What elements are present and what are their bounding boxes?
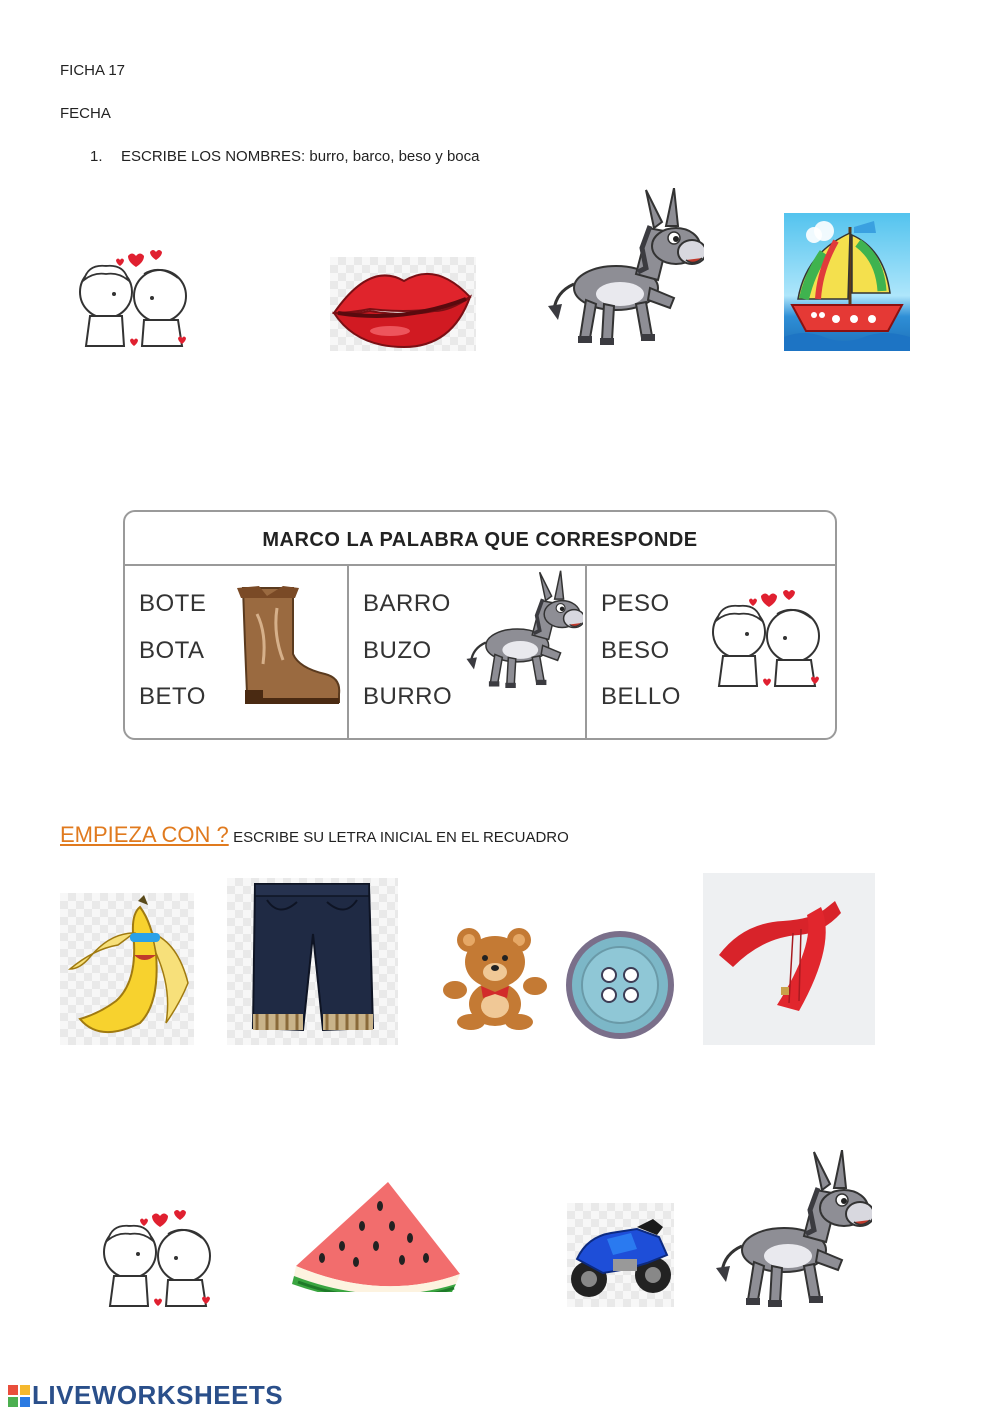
ficha-label: FICHA 17	[60, 62, 126, 79]
section-title: EMPIEZA CON ?	[60, 822, 229, 847]
table-column-boot	[125, 564, 349, 740]
table-column-donkey	[349, 564, 587, 740]
banana-icon	[60, 893, 194, 1045]
motorcycle-icon	[567, 1203, 674, 1307]
fecha-label: FECHA	[60, 105, 111, 122]
lips-icon	[330, 257, 476, 351]
word-option[interactable]: BUZO	[363, 637, 432, 664]
word-option[interactable]: BETO	[139, 683, 206, 710]
donkey-icon	[546, 188, 704, 352]
boot-icon	[233, 584, 343, 708]
button-icon	[563, 925, 678, 1047]
instruction-text: ESCRIBE LOS NOMBRES: burro, barco, beso y boca	[121, 148, 480, 165]
pants-icon	[227, 878, 398, 1045]
word-option[interactable]: BELLO	[601, 683, 681, 710]
sailboat-icon	[784, 213, 910, 351]
word-option[interactable]: BURRO	[363, 683, 453, 710]
liveworksheets-logo	[8, 1380, 283, 1411]
word-option[interactable]: BESO	[601, 637, 670, 664]
word-option[interactable]: BARRO	[363, 590, 451, 617]
word-option[interactable]: BOTA	[139, 637, 205, 664]
teddy-bear-icon	[441, 926, 549, 1030]
table-title: MARCO LA PALABRA QUE CORRESPONDE	[125, 512, 835, 566]
watermelon-icon	[292, 1176, 464, 1292]
word-choice-table	[123, 510, 837, 740]
kissing-kids-icon	[66, 250, 192, 352]
section-heading	[60, 822, 569, 848]
scarf-icon	[703, 873, 875, 1045]
donkey-icon	[714, 1150, 872, 1314]
word-option[interactable]: BOTE	[139, 590, 207, 617]
kissing-kids-icon	[699, 590, 825, 692]
donkey-icon	[465, 570, 583, 694]
section-instruction: ESCRIBE SU LETRA INICIAL EN EL RECUADRO	[233, 829, 569, 846]
logo-text: LIVEWORKSHEETS	[32, 1380, 284, 1410]
table-column-kids	[587, 564, 835, 740]
instruction-number: 1.	[90, 148, 103, 165]
logo-badge-icon	[8, 1383, 30, 1405]
kissing-kids-icon	[90, 1210, 216, 1312]
word-option[interactable]: PESO	[601, 590, 670, 617]
